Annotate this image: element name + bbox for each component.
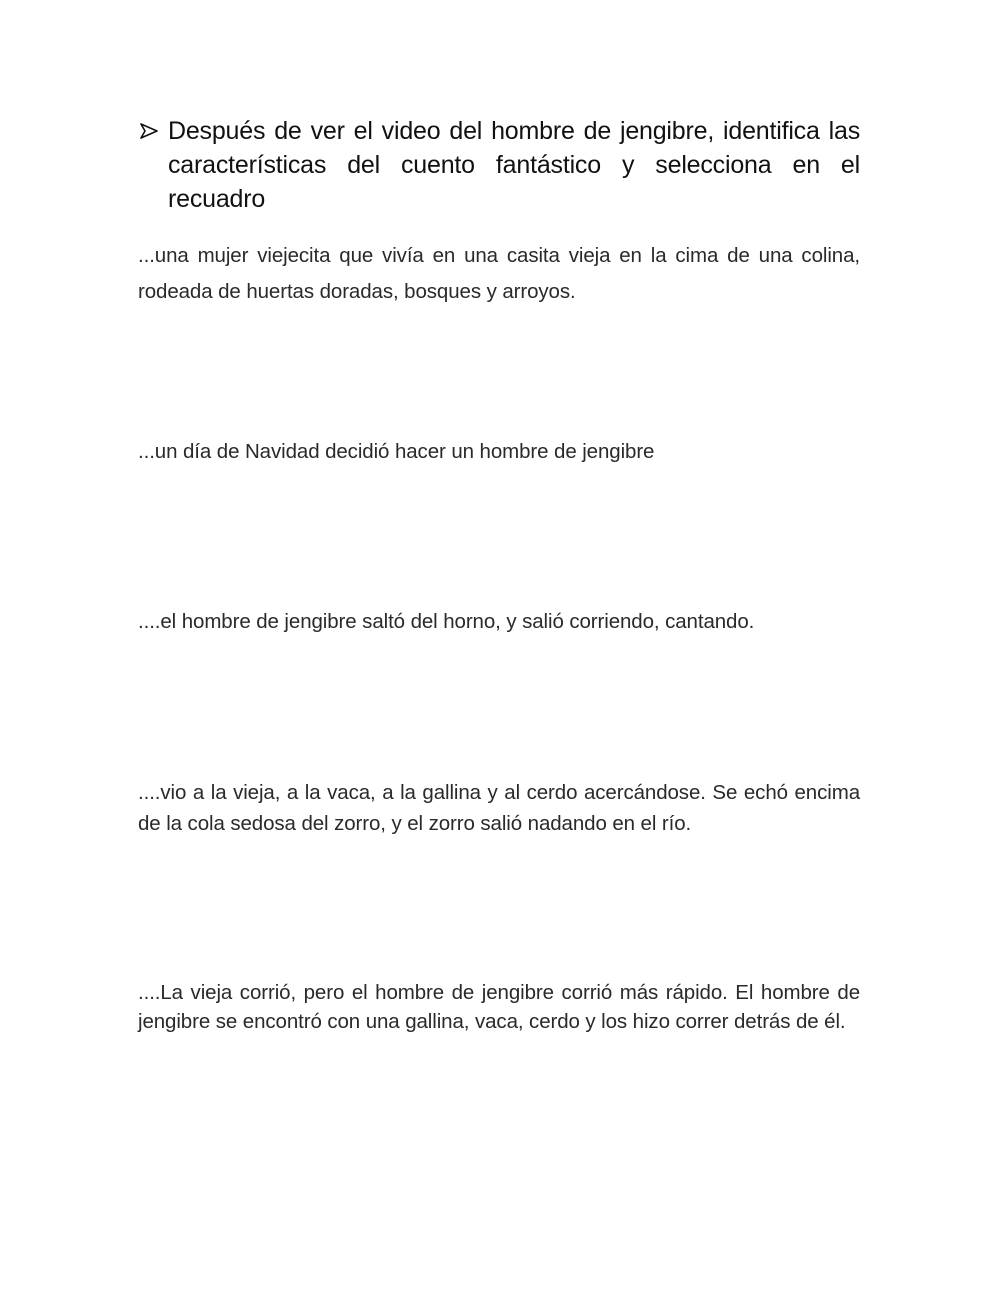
arrowhead-bullet-icon (140, 114, 168, 139)
story-passage-3[interactable]: ....el hombre de jengibre saltó del horno, y salió corriendo, cantando. (138, 610, 755, 633)
story-passage-2[interactable]: ...un día de Navidad decidió hacer un hombre de jengibre (138, 440, 655, 463)
story-passage-4[interactable]: ....vio a la vieja, a la vaca, a la gallina y al cerdo acercándose. Se echó encima de la cola sedosa del zorro, y el zorro salió nadando en el río. (138, 781, 860, 835)
story-passage-5[interactable]: ....La vieja corrió, pero el hombre de jengibre corrió más rápido. El hombre de jengibre se encontró con una gallina, vaca, cerdo y los hizo correr detrás de él. (138, 981, 860, 1033)
instruction-item (140, 114, 860, 216)
instruction-text: Después de ver el video del hombre de jengibre, identifica las características del cuento fantástico y selecciona en el recuadro (168, 117, 860, 213)
story-passage-1[interactable]: ...una mujer viejecita que vivía en una casita vieja en la cima de una colina, rodeada de huertas doradas, bosques y arroyos. (138, 244, 860, 303)
